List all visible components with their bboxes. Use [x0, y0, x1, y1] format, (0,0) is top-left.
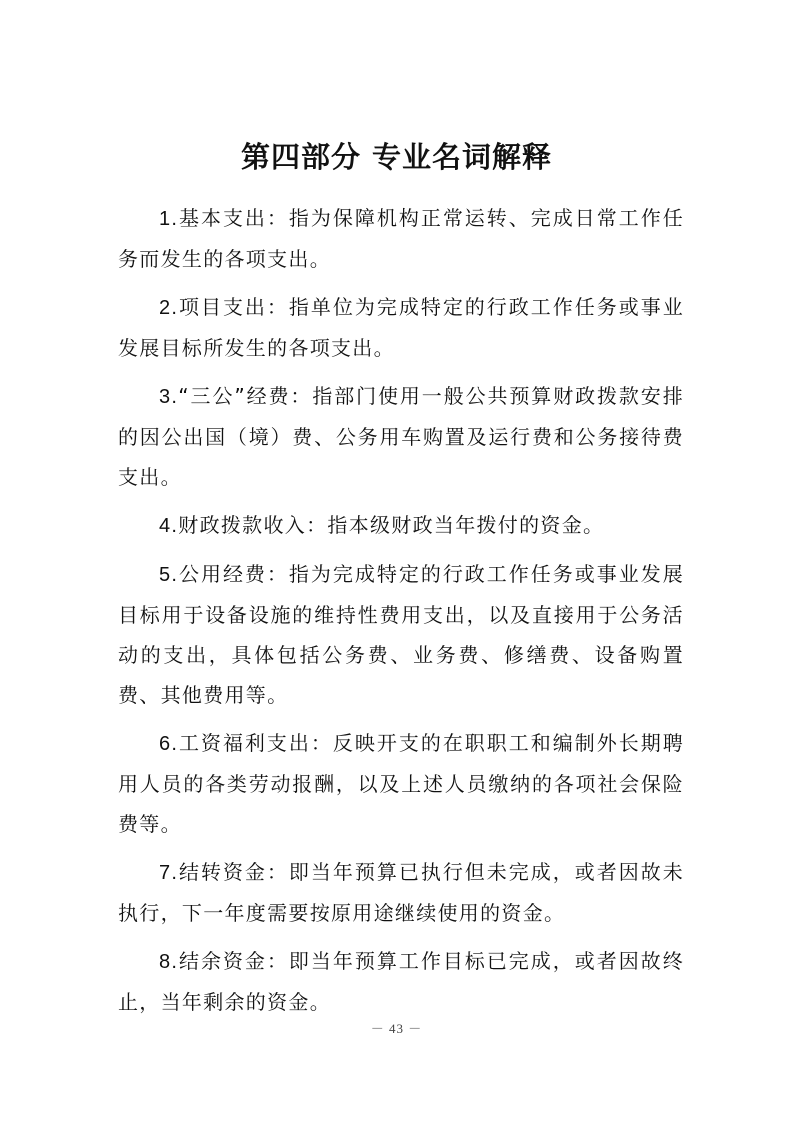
item-text: 指部门使用一般公共预算财政拨款安排的因公出国（境）费、公务用车购置及运行费和公务接待费支出。 — [118, 384, 684, 489]
item-text: 即当年预算已执行但未完成，或者因故未执行，下一年度需要按原用途继续使用的资金。 — [118, 860, 684, 925]
item-term: 项目支出： — [178, 295, 289, 319]
item-term: 公用经费： — [178, 562, 289, 586]
item-term: 财政拨款收入： — [178, 513, 328, 537]
item-term: 基本支出： — [178, 206, 289, 230]
item-number: 2. — [159, 297, 179, 319]
item-number: 5. — [159, 564, 179, 586]
item-text: 指为完成特定的行政工作任务或事业发展目标用于设备设施的维持性费用支出，以及直接用于公务活动的支出，具体包括公务费、业务费、修缮费、设备购置费、其他费用等。 — [118, 562, 684, 707]
item-number: 3. — [159, 386, 179, 408]
definitions-list — [118, 198, 684, 1030]
definition-item-7 — [118, 852, 684, 933]
item-number: 4. — [159, 515, 179, 537]
definition-item-2 — [118, 287, 684, 368]
item-term: 结转资金： — [178, 860, 289, 884]
item-text: 指为保障机构正常运转、完成日常工作任务而发生的各项支出。 — [118, 206, 684, 271]
page-number: － 43 － — [370, 1021, 423, 1036]
definition-item-6 — [118, 723, 684, 844]
definition-item-8 — [118, 941, 684, 1022]
item-number: 6. — [159, 733, 179, 755]
definition-item-5 — [118, 554, 684, 715]
item-number: 1. — [159, 208, 179, 230]
item-text: 反映开支的在职职工和编制外长期聘用人员的各类劳动报酬，以及上述人员缴纳的各项社会保险费等。 — [118, 731, 684, 836]
definition-item-4 — [118, 505, 684, 546]
item-text: 指本级财政当年拨付的资金。 — [327, 513, 605, 537]
item-number: 8. — [159, 951, 179, 973]
definition-item-1 — [118, 198, 684, 279]
item-term: “三公”经费： — [178, 384, 313, 408]
item-number: 7. — [159, 862, 179, 884]
page-title: 第四部分 专业名词解释 — [240, 140, 553, 174]
item-term: 工资福利支出： — [178, 731, 333, 755]
item-term: 结余资金： — [178, 949, 289, 973]
definition-item-3 — [118, 376, 684, 497]
item-text: 指单位为完成特定的行政工作任务或事业发展目标所发生的各项支出。 — [118, 295, 684, 360]
item-text: 即当年预算工作目标已完成，或者因故终止，当年剩余的资金。 — [118, 949, 684, 1014]
